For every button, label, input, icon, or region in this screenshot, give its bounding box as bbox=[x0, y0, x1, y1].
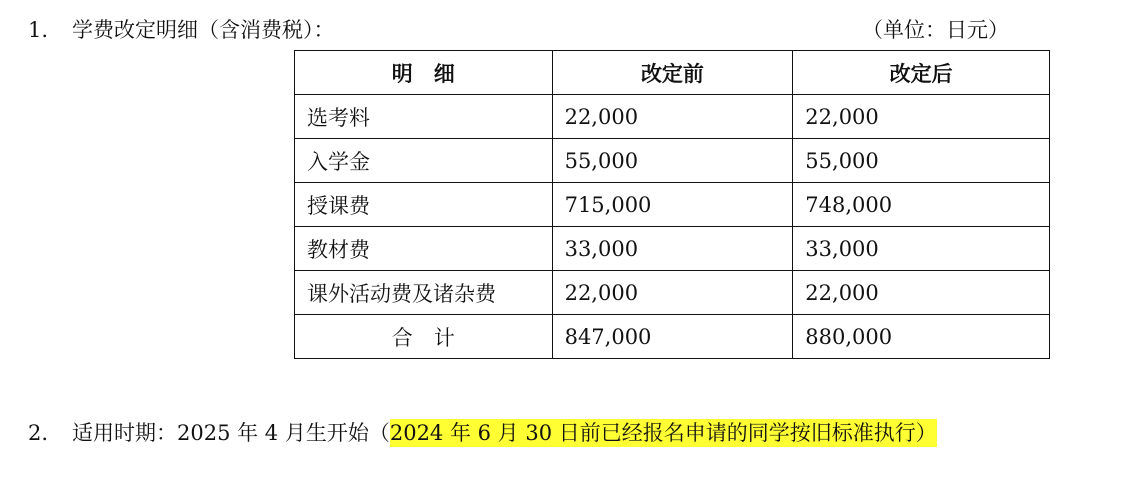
row-item: 授课费 bbox=[295, 183, 553, 227]
section-2-line bbox=[28, 421, 937, 446]
table-row bbox=[295, 139, 1050, 183]
row-after: 55,000 bbox=[793, 139, 1050, 183]
fee-table bbox=[294, 50, 1050, 359]
total-after: 880,000 bbox=[793, 315, 1050, 359]
section-1-heading bbox=[28, 18, 335, 43]
section-2-paren-open: （ bbox=[368, 421, 390, 445]
total-label: 合 计 bbox=[295, 315, 553, 359]
row-before: 715,000 bbox=[552, 183, 793, 227]
column-header-before: 改定前 bbox=[552, 51, 793, 95]
row-after: 22,000 bbox=[793, 95, 1050, 139]
total-before: 847,000 bbox=[552, 315, 793, 359]
row-after: 33,000 bbox=[793, 227, 1050, 271]
section-1-number: 1. bbox=[28, 18, 49, 42]
total-row bbox=[295, 315, 1050, 359]
highlighted-note: 2024 年 6 月 30 日前已经报名申请的同学按旧标准执行） bbox=[389, 421, 937, 445]
row-item: 教材费 bbox=[295, 227, 553, 271]
section-2-text: 适用时期：2025 年 4 月生开始 bbox=[72, 421, 369, 445]
section-2-number: 2. bbox=[28, 421, 49, 445]
section-1-title: 学费改定明细（含消费税）： bbox=[72, 18, 335, 42]
row-before: 22,000 bbox=[552, 95, 793, 139]
table-row bbox=[295, 227, 1050, 271]
row-item: 课外活动费及诸杂费 bbox=[295, 271, 553, 315]
row-after: 22,000 bbox=[793, 271, 1050, 315]
table-row bbox=[295, 95, 1050, 139]
row-after: 748,000 bbox=[793, 183, 1050, 227]
row-item: 选考料 bbox=[295, 95, 553, 139]
row-item: 入学金 bbox=[295, 139, 553, 183]
row-before: 33,000 bbox=[552, 227, 793, 271]
table-row bbox=[295, 183, 1050, 227]
row-before: 55,000 bbox=[552, 139, 793, 183]
table-row bbox=[295, 271, 1050, 315]
unit-note: （单位：日元） bbox=[862, 18, 1009, 42]
table-header-row bbox=[295, 51, 1050, 95]
row-before: 22,000 bbox=[552, 271, 793, 315]
column-header-after: 改定后 bbox=[793, 51, 1050, 95]
column-header-item: 明 细 bbox=[295, 51, 553, 95]
